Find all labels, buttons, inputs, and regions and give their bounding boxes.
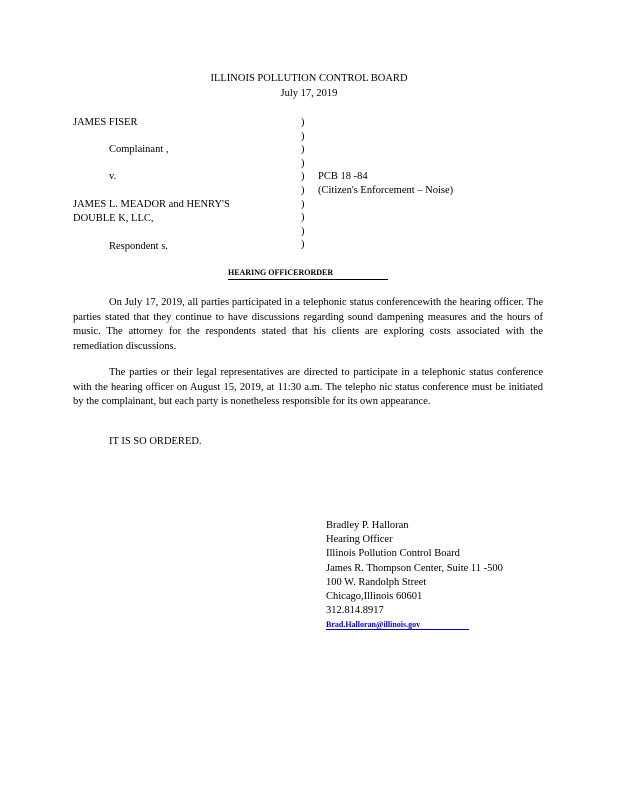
caption-paren: ) [301, 144, 305, 156]
respondent-name-line1: JAMES L. MEADOR and HENRY'S [73, 199, 230, 210]
signer-email-link[interactable]: Brad.Halloran@illinois.gov [326, 620, 421, 630]
respondent-name-line2: DOUBLE K, LLC, [73, 213, 154, 224]
signer-address-line1: James R. Thompson Center, Suite 11 -500 [326, 562, 503, 574]
so-ordered: IT IS SO ORDERED. [109, 436, 202, 447]
caption-parentheses [301, 116, 311, 252]
caption-paren: ) [301, 212, 305, 224]
signer-phone: 312.814.8917 [326, 605, 384, 617]
signer-address-line2: 100 W. Randolph Street [326, 576, 427, 588]
caption-paren: ) [301, 117, 305, 128]
order-title: HEARING OFFICERORDER [228, 268, 334, 277]
paragraph-status-conference: On July 17, 2019, all parties participated in a telephonic status conferencewith the hearing officer. The parties stated that they continue to have discussions regarding sound dampening measures and the hours of music. The attorney for the respondents stated that his clients are exploring costs associated with the remediation discussions. [73, 297, 543, 352]
paragraph-next-conference: The parties or their legal representatives are directed to participate in a telephonic status conference with the hearing officer on August 15, 2019, at 11:30 a.m. The telepho nic status conference must be initiated by the complainant, but each party is nonetheless responsible for its own appearance. [73, 367, 543, 407]
caption-paren: ) [301, 157, 305, 169]
signer-agency: Illinois Pollution Control Board [326, 548, 460, 560]
respondent-role: Respondent s. [109, 241, 168, 252]
caption-paren: ) [301, 130, 305, 142]
signer-name: Bradley P. Halloran [326, 520, 409, 531]
signer-title: Hearing Officer [326, 534, 393, 546]
versus-label: v. [109, 171, 117, 182]
caption-paren: ) [301, 184, 305, 196]
complainant-role: Complainant , [109, 144, 169, 155]
order-title-underline [228, 279, 388, 280]
signer-address-line3: Chicago,Illinois 60601 [326, 591, 423, 603]
case-number: PCB 18 -84 [318, 171, 368, 182]
email-underline [326, 629, 469, 630]
case-type: (Citizen's Enforcement – Noise) [318, 185, 454, 196]
agency-heading: ILLINOIS POLLUTION CONTROL BOARD [210, 73, 408, 84]
caption-paren: ) [301, 198, 305, 210]
order-date: July 17, 2019 [280, 88, 338, 99]
caption-paren: ) [301, 239, 305, 251]
caption-paren: ) [301, 225, 305, 237]
caption-paren: ) [301, 171, 305, 183]
complainant-name: JAMES FISER [73, 117, 138, 128]
signature-block [326, 519, 503, 633]
